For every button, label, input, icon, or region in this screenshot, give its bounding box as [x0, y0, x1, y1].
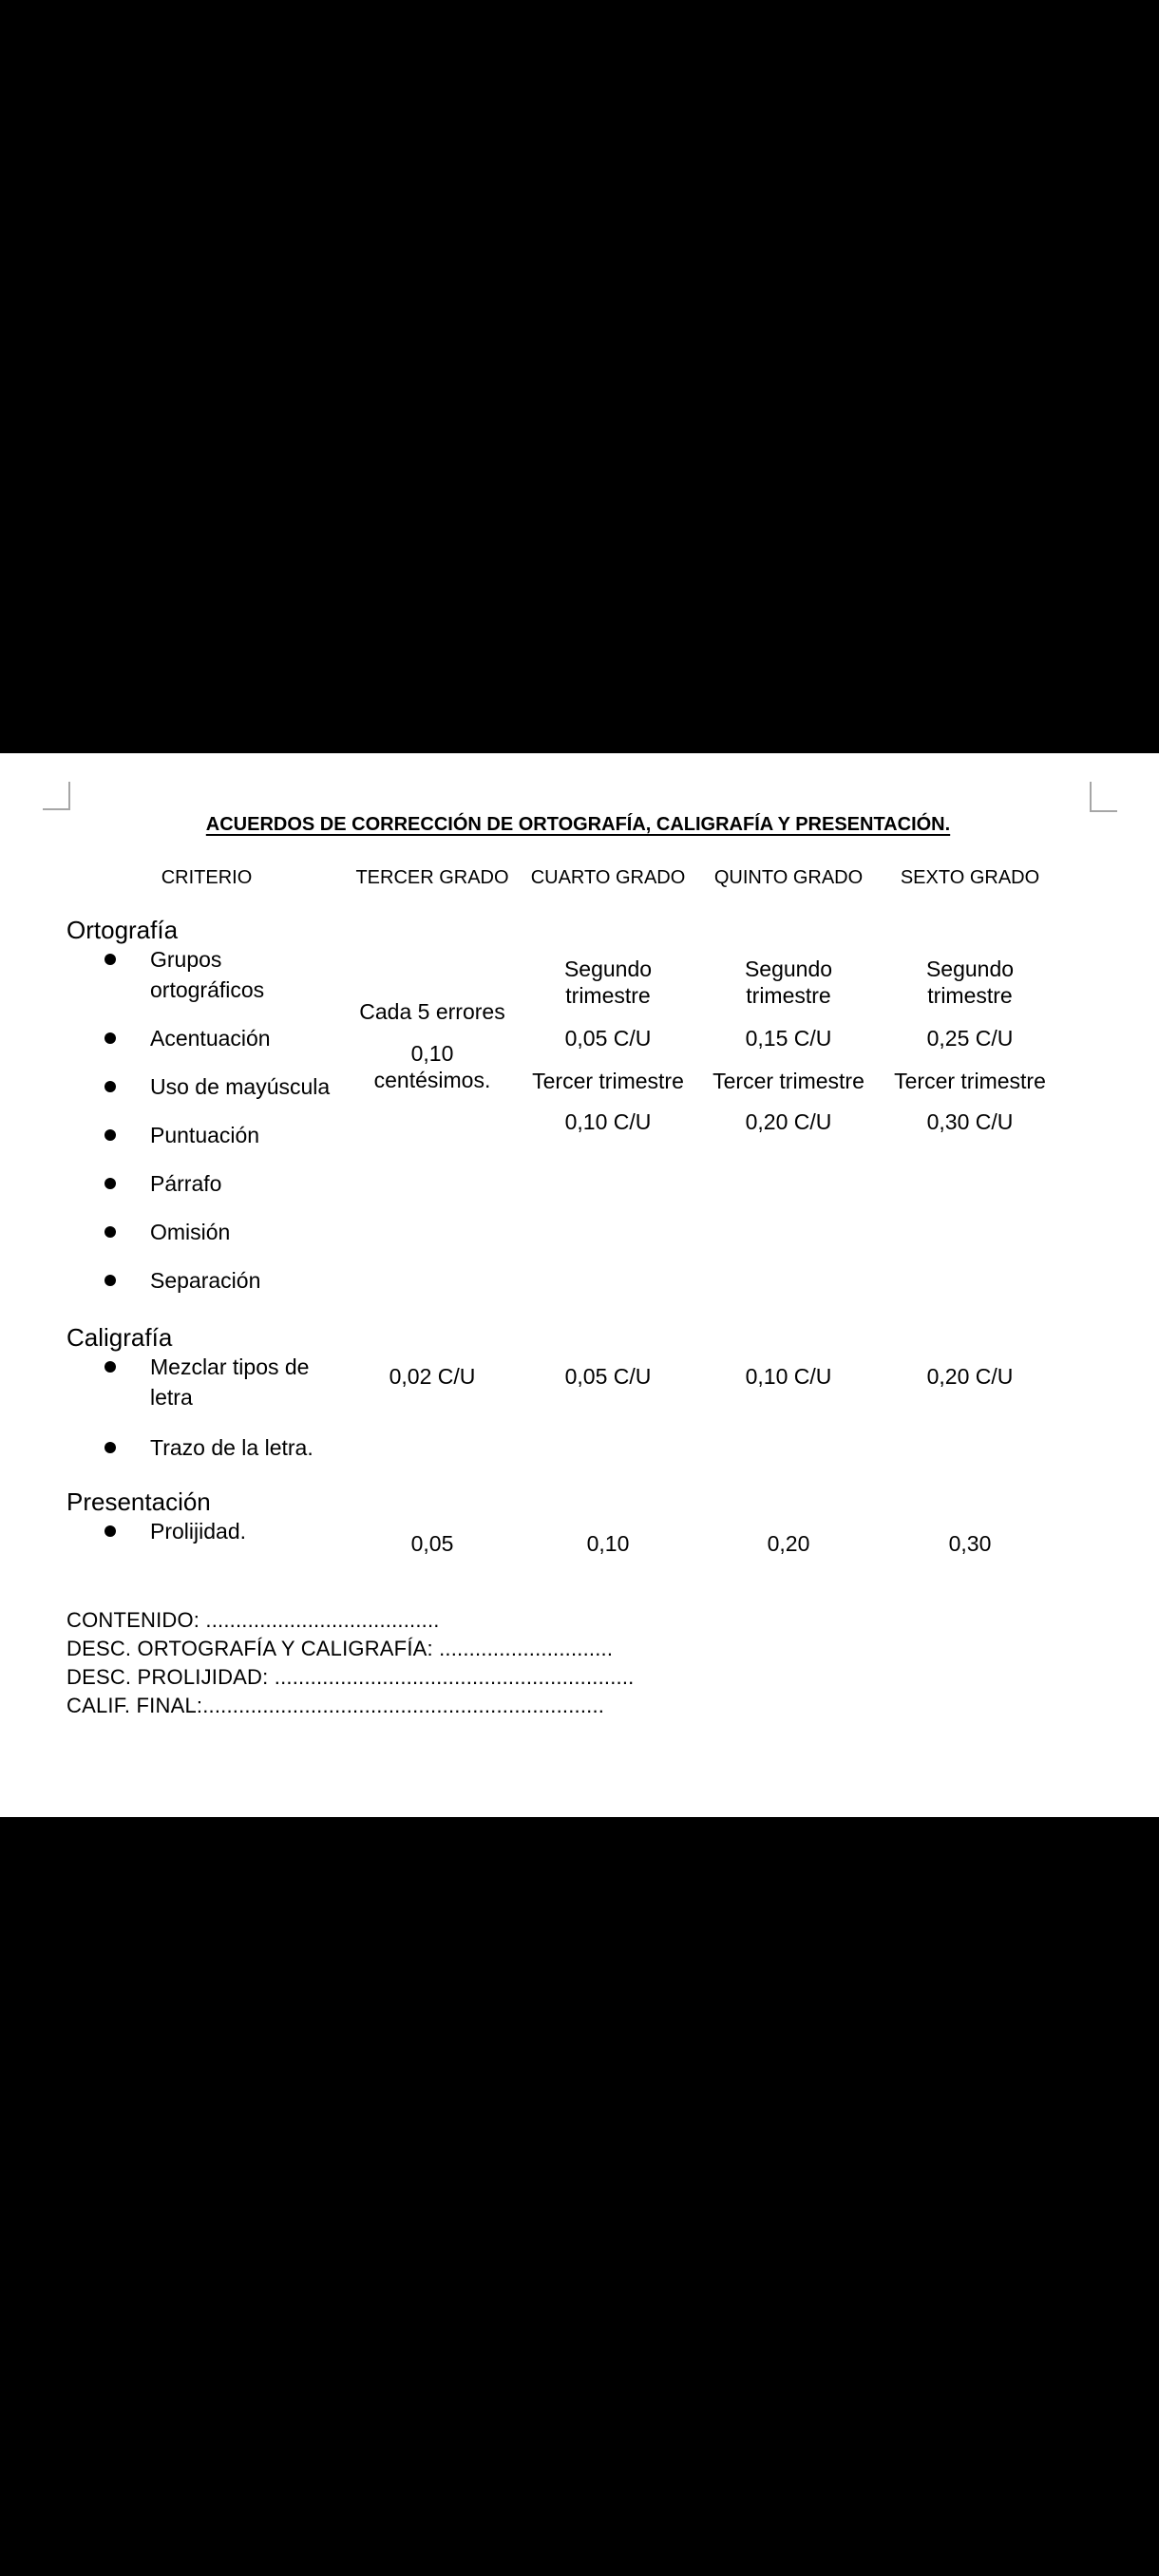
grade-value: 0,10 [410, 1041, 454, 1066]
section-heading-caligrafia: Caligrafía [66, 1323, 173, 1352]
bullet-icon [104, 1032, 116, 1044]
grade-value: Segundo trimestre [744, 957, 833, 1008]
grade-value: 0,20 C/U [926, 1364, 1014, 1389]
grade-cell-caligrafia-tercer [347, 1323, 518, 1463]
section-ortografia [66, 916, 1090, 1296]
bullet-icon [104, 1275, 116, 1286]
grade-value: 0,10 C/U [564, 1109, 652, 1134]
criteria-label: Párrafo [150, 1171, 222, 1196]
table-header-row [66, 864, 1090, 891]
grade-value: 0,05 C/U [564, 1364, 652, 1389]
grade-value: Tercer trimestre [712, 1069, 864, 1093]
criteria-list-caligrafia [66, 1352, 347, 1463]
document-page [0, 753, 1159, 1817]
criteria-label: Uso de mayúscula [150, 1074, 331, 1099]
grade-value: 0,30 [948, 1531, 992, 1556]
grade-cell-ortografia-cuarto [518, 916, 698, 1296]
criteria-item [104, 1516, 347, 1546]
grade-value: 0,10 [586, 1531, 630, 1556]
grade-cell-ortografia-quinto [698, 916, 879, 1296]
bullet-icon [104, 1178, 116, 1189]
criteria-item [104, 1217, 347, 1247]
bullet-icon [104, 1361, 116, 1373]
criteria-label: Grupos ortográficos [150, 947, 265, 1002]
grade-cell-presentacion-sexto [879, 1487, 1061, 1557]
criteria-label: Mezclar tipos de letra [150, 1354, 310, 1410]
grade-cell-ortografia-tercer [347, 916, 518, 1296]
grade-value: Segundo trimestre [563, 957, 653, 1008]
criteria-item [104, 1071, 347, 1102]
column-header-criterio: CRITERIO [161, 867, 253, 888]
grade-cell-ortografia-sexto [879, 916, 1061, 1296]
criteria-label: Prolijidad. [150, 1519, 246, 1544]
section-caligrafia [66, 1323, 1090, 1463]
bullet-icon [104, 954, 116, 965]
criteria-item [104, 1432, 347, 1463]
grade-cell-presentacion-tercer [347, 1487, 518, 1557]
document-title [66, 810, 1090, 839]
grade-value: 0,20 [767, 1531, 810, 1556]
bullet-icon [104, 1525, 116, 1537]
column-header-sexto-grado: SEXTO GRADO [900, 867, 1040, 888]
grade-value: 0,05 [410, 1531, 454, 1556]
criteria-list-ortografia [66, 944, 347, 1296]
criteria-label: Separación [150, 1268, 261, 1293]
column-header-tercer-grado: TERCER GRADO [355, 867, 509, 888]
grade-value: 0,20 C/U [745, 1109, 832, 1134]
grade-summary-block [66, 1606, 1090, 1720]
fill-in-line-desc-prolijidad: DESC. PROLIJIDAD: ............................................................ [66, 1665, 635, 1689]
criteria-item [104, 1352, 347, 1412]
grade-cell-presentacion-cuarto [518, 1487, 698, 1557]
grade-value: 0,05 C/U [564, 1026, 652, 1051]
criteria-cell-caligrafia [66, 1323, 347, 1463]
grade-value: 0,15 C/U [745, 1026, 832, 1051]
criteria-item [104, 1168, 347, 1199]
criteria-label: Trazo de la letra. [150, 1435, 314, 1460]
section-heading-ortografia: Ortografía [66, 916, 179, 944]
margin-corner-top-right-icon [1090, 782, 1117, 812]
grade-value: Cada 5 errores [359, 999, 505, 1024]
criteria-item [104, 1120, 347, 1150]
document-title-text: ACUERDOS DE CORRECCIÓN DE ORTOGRAFÍA, CALIGRAFÍA Y PRESENTACIÓN. [205, 814, 951, 835]
criteria-item [104, 1265, 347, 1296]
grade-value: 0,10 C/U [745, 1364, 832, 1389]
fill-in-line-desc-ortografia-caligrafia: DESC. ORTOGRAFÍA Y CALIGRAFÍA: ............................. [66, 1637, 614, 1660]
criteria-item [104, 944, 347, 1005]
column-header-quinto-grado: QUINTO GRADO [713, 867, 864, 888]
criteria-label: Puntuación [150, 1123, 260, 1147]
criteria-list-presentacion [66, 1516, 347, 1546]
grade-value: 0,25 C/U [926, 1026, 1014, 1051]
grade-cell-caligrafia-cuarto [518, 1323, 698, 1463]
grade-value: Tercer trimestre [532, 1069, 684, 1093]
grade-value: Tercer trimestre [894, 1069, 1046, 1093]
criteria-cell-ortografia [66, 916, 347, 1296]
criteria-label: Omisión [150, 1220, 231, 1244]
bullet-icon [104, 1442, 116, 1453]
fill-in-line-calif-final: CALIF. FINAL:................................................................... [66, 1694, 605, 1717]
criteria-cell-presentacion [66, 1487, 347, 1557]
margin-corner-top-left-icon [43, 782, 70, 810]
bullet-icon [104, 1226, 116, 1238]
section-heading-presentacion: Presentación [66, 1487, 211, 1516]
fill-in-line-contenido: CONTENIDO: ....................................... [66, 1608, 440, 1632]
grade-value: 0,02 C/U [389, 1364, 476, 1389]
criteria-item [104, 1023, 347, 1053]
grade-cell-presentacion-quinto [698, 1487, 879, 1557]
bullet-icon [104, 1129, 116, 1141]
section-presentacion [66, 1487, 1090, 1557]
criteria-label: Acentuación [150, 1026, 271, 1051]
bullet-icon [104, 1081, 116, 1092]
column-header-cuarto-grado: CUARTO GRADO [530, 867, 686, 888]
grade-value: centésimos. [373, 1068, 491, 1092]
grade-value: Segundo trimestre [925, 957, 1015, 1008]
grade-cell-caligrafia-sexto [879, 1323, 1061, 1463]
grade-value: 0,30 C/U [926, 1109, 1014, 1134]
grade-cell-caligrafia-quinto [698, 1323, 879, 1463]
